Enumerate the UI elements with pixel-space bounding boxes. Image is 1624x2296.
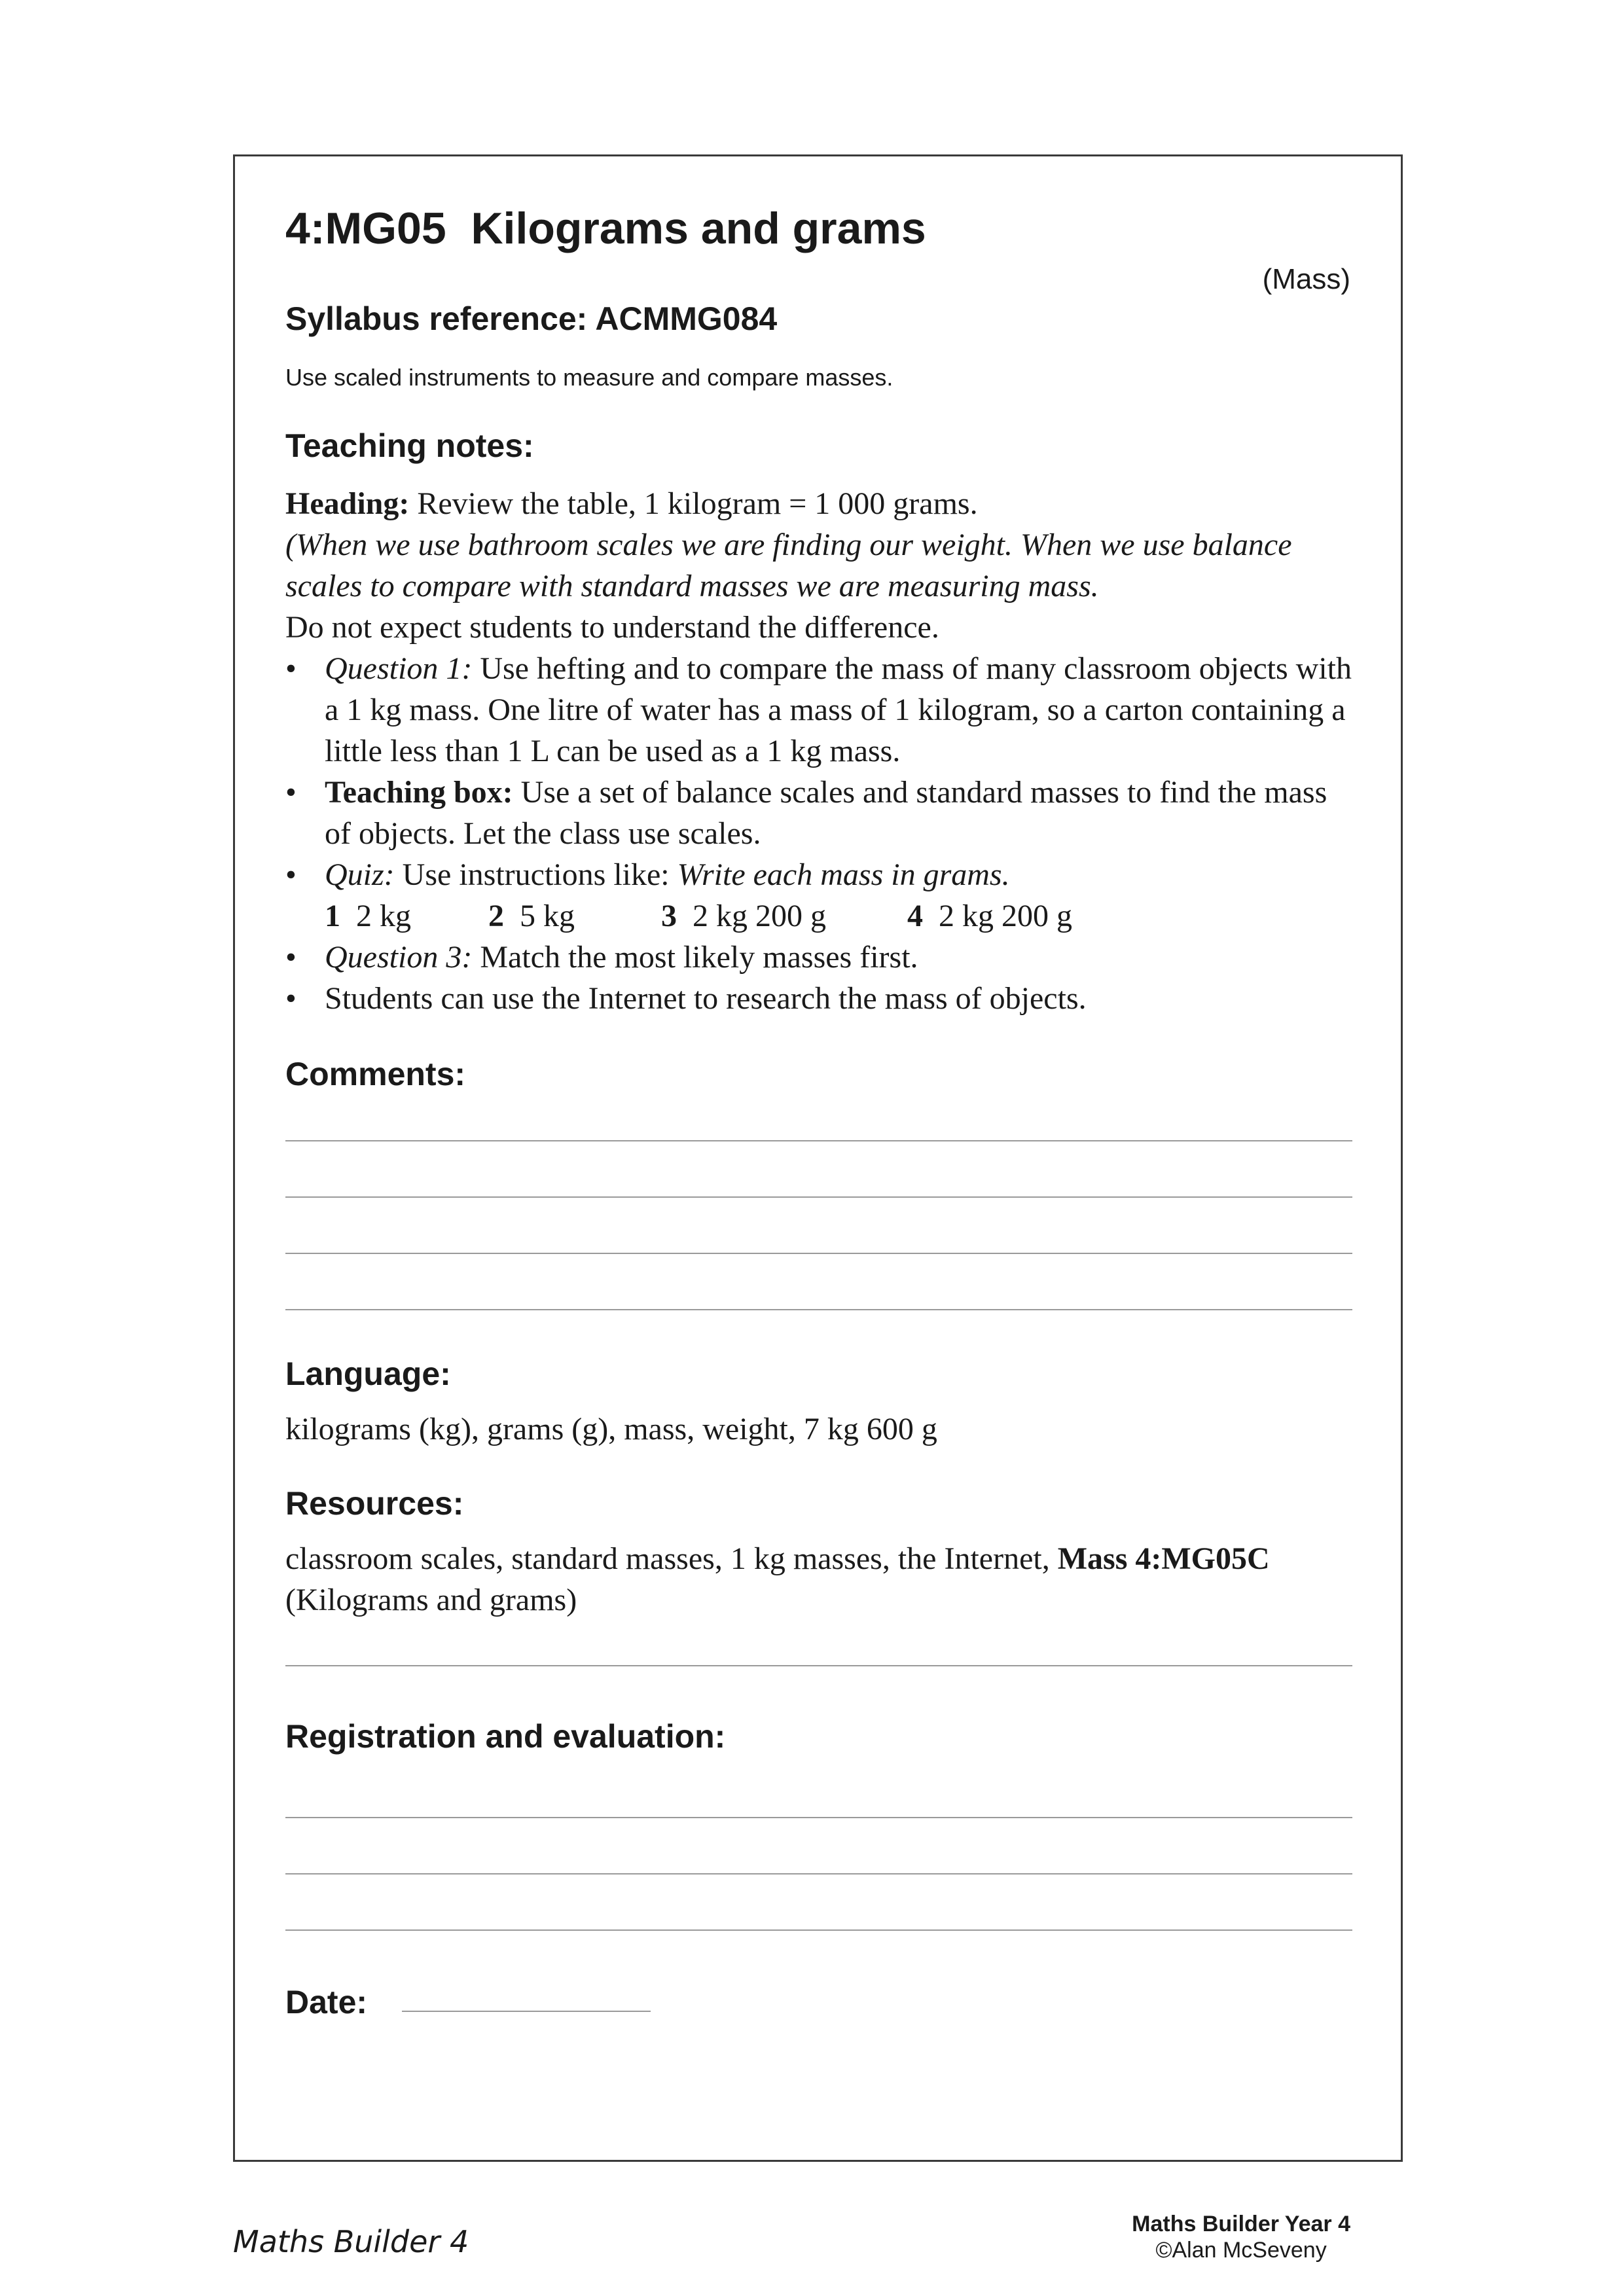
quiz-example: 3 2 kg 200 g [661,899,826,933]
resources-line [285,1665,1352,1666]
strand-label: (Mass) [1262,263,1350,295]
footer-copyright: ©Alan McSeveny [1155,2238,1327,2263]
teaching-notes [285,483,1359,1019]
list-item: • Teaching box: Use a set of balance scales and standard masses to find the mass of objects. Let the class use scales. [285,772,1359,854]
syllabus-heading: Syllabus reference: ACMMG084 [285,300,778,337]
list-item: • Quiz: Use instructions like: Write each mass in grams. [285,854,1359,895]
comment-line [285,1140,1352,1141]
lesson-title: Kilograms and grams [471,204,926,253]
page-title [285,203,926,254]
comment-line [285,1196,1352,1198]
registration-heading: Registration and evaluation: [285,1718,726,1755]
registration-line [285,1873,1352,1874]
teaching-notes-heading: Teaching notes: [285,427,534,464]
resources-text: classroom scales, standard masses, 1 kg masses, the Internet, Mass 4:MG05C (Kilograms and grams) [285,1541,1270,1617]
date-line [402,2011,651,2012]
comments-heading: Comments: [285,1056,466,1092]
quiz-example: 1 2 kg [325,899,411,933]
resources-heading: Resources: [285,1485,464,1522]
registration-line [285,1929,1352,1931]
syllabus-text: Use scaled instruments to measure and compare masses. [285,364,893,391]
list-item: • Question 1: Use hefting and to compare the mass of many classroom objects with a 1 kg mass. One litre of water has a mass of 1 kilogram, so a carton containing a little less than 1 L can be used as a 1 kg mass. [285,648,1359,772]
footer-left: Maths Builder 4 [233,2224,469,2259]
heading-note: Heading: Review the table, 1 kilogram = 1 000 grams. [285,486,978,521]
comment-line [285,1253,1352,1254]
quiz-example: 2 5 kg [488,899,575,933]
list-item: • Question 3: Match the most likely masses first. [285,937,1359,978]
footer-book-title: Maths Builder Year 4 [1132,2212,1350,2236]
quiz-example: 4 2 kg 200 g [907,899,1072,933]
date-label: Date: [285,1984,368,2020]
quiz-examples [285,895,1359,937]
registration-line [285,1817,1352,1818]
comment-line [285,1309,1352,1310]
language-heading: Language: [285,1355,451,1392]
difference-note: Do not expect students to understand the difference. [285,610,939,645]
lesson-code: 4:MG05 [285,204,446,253]
footer-right [1132,2211,1350,2263]
list-item: • Students can use the Internet to research the mass of objects. [285,978,1359,1019]
language-text: kilograms (kg), grams (g), mass, weight, 7 kg 600 g [285,1412,937,1446]
italic-note: (When we use bathroom scales we are finding our weight. When we use balance scales to compare with standard masses we are measuring mass. [285,528,1292,603]
